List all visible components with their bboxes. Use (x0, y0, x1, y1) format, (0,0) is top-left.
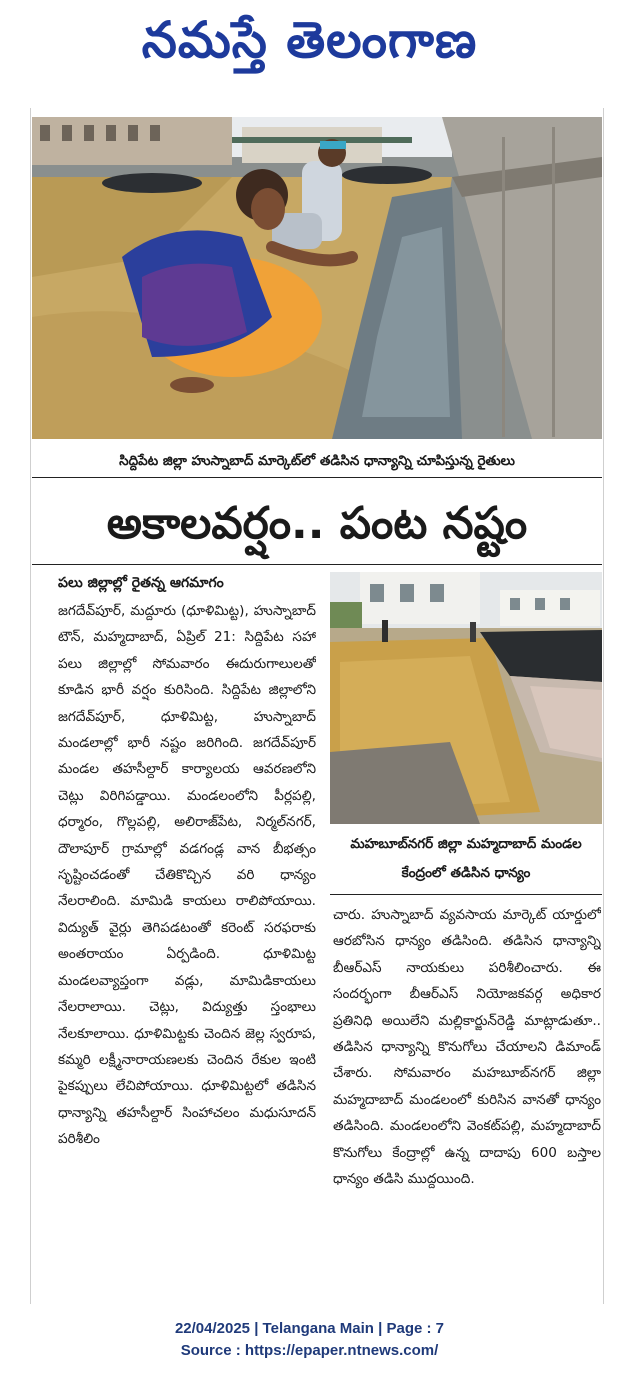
article-body-left: జగదేవ్‌పూర్, మద్దూరు (ధూళిమిట్ట), హుస్నాబాద్ టౌన్, మహ్మదాబాద్, ఏప్రిల్ 21: సిద్దిపేట సహా పలు జిల్లాల్లో సోమవారం ఈదురుగాలులతో కూడిన భారీ వర్షం కురిసింది. సిద్దిపేట జిల్లాలోని జగదేవ్‌పూర్, ధూళిమిట్ట, హుస్నాబాద్ మండలాల్లో భారీ నష్టం జరిగింది. జగదేవ్‌పూర్ మండల తహసీల్దార్ కార్యాలయ ఆవరణలోని చెట్లు విరిగిపడ్డాయి. మండలంలోని పీర్లపల్లి, ధర్మారం, గొల్లపల్లి, అలిరాజ్‌పేట, నిర్మల్‌నగర్, దౌలాపూర్ గ్రామాల్లో వడగండ్ల వాన బీభత్సం సృష్టించడంతో చేతికొచ్చిన వరి ధాన్యం నేలరాలింది. మామిడి కాయలు రాలిపోయాయి. విద్యుత్ వైర్లు తెగిపడటంతో కరెంట్ సరఫరాకు అంతరాయం ఏర్పడింది. ధూళిమిట్ట మండలవ్యాప్తంగా వడ్లు, మామిడికాయలు నేలరాలాయి. చెట్లు, విద్యుత్తు స్తంభాలు నేలకూలాయి. ధూళిమిట్టకు చెందిన జెల్ల స్వరూప, కమ్మరి లక్ష్మీనారాయణలకు చెందిన రేకుల ఇంటి పైకప్పులు లేచిపోయాయి. ధూళిమిట్టలో తడిసిన ధాన్యాన్ని తహసీల్దార్ సింహాచలం మధుసూదన్ పరిశీలిం (58, 603, 316, 1148)
side-photo-caption: మహబూబ్‌నగర్ జిల్లా మహ్మదాబాద్ మండల కేంద్రంలో తడిసిన ధాన్యం (350, 836, 582, 881)
newspaper-title: నమస్తే తెలంగాణ (141, 10, 478, 69)
main-photo-farmers-wet-grain (32, 117, 602, 439)
side-photo-wet-grain (330, 572, 602, 824)
divider (330, 894, 602, 895)
headline: అకాలవర్షం.. పంట నష్టం (106, 498, 528, 549)
divider (32, 564, 602, 565)
main-photo-caption: సిద్దిపేట జిల్లా హుస్నాబాద్ మార్కెట్‌లో తడిసిన ధాన్యాన్ని చూపిస్తున్న రైతులు (119, 453, 515, 469)
divider (32, 477, 602, 478)
subheadline: పలు జిల్లాల్లో రైతన్న ఆగమాగం (58, 575, 224, 591)
source-link[interactable]: Source : https://epaper.ntnews.com/ (180, 1342, 439, 1359)
article-body-right: చారు. హుస్నాబాద్ వ్యవసాయ మార్కెట్ యార్డులో ఆరబోసిన ధాన్యం తడిసింది. తడిసిన ధాన్యాన్ని బీఆర్‌ఎస్ నాయకులు పరిశీలించారు. ఈ సందర్భంగా బీఆర్‌ఎస్ నియోజకవర్గ అధికార ప్రతినిధి అయిలేని మల్లికార్జున్‌రెడ్డి మాట్లాడుతూ.. తడిసిన ధాన్యాన్ని కొనుగోలు చేయాలని డిమాండ్ చేశారు. సోమవారం మహబూబ్‌నగర్ జిల్లా మహ్మదాబాద్ మండలంలో కురిసిన వానతో ధాన్యం తడిసింది. మండలంలోని వెంకట్‌పల్లి, మహ్మదాబాద్ కొనుగోలు కేంద్రాల్లో ఉన్న దాదాపు 600 బస్తాల ధాన్యం తడిసి ముద్దయింది. (333, 907, 601, 1188)
footer (0, 1318, 619, 1368)
edition-info: 22/04/2025 | Telangana Main | Page : 7 (174, 1320, 445, 1337)
masthead (0, 0, 619, 92)
